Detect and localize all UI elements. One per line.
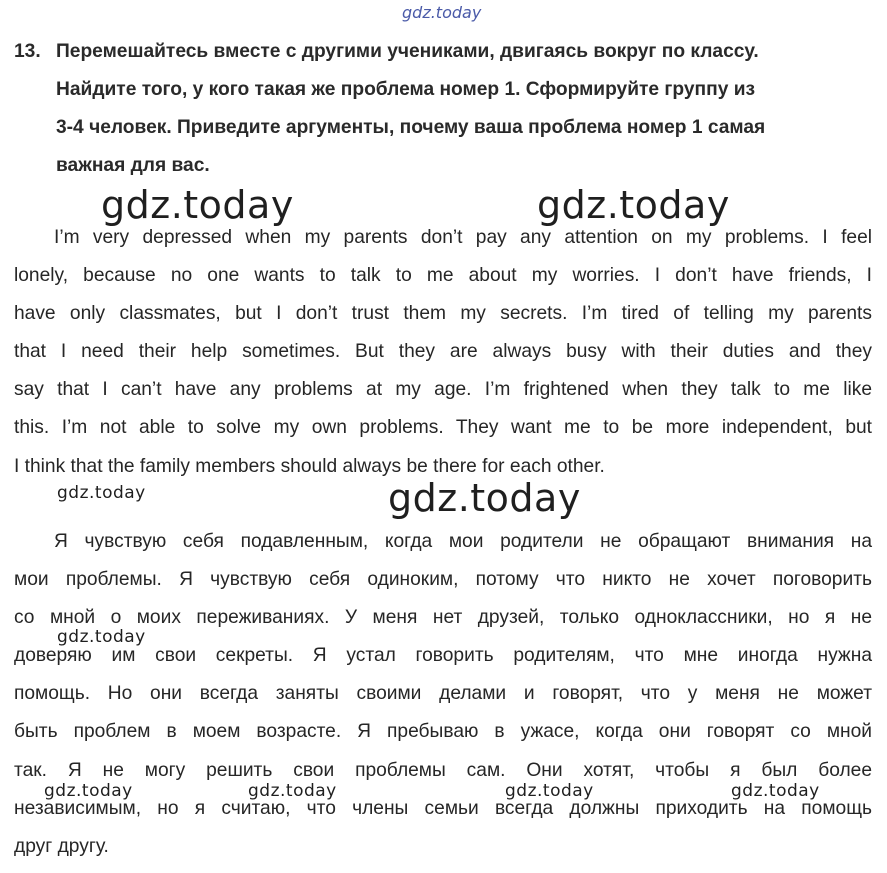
watermark-small-6: gdz.today [731, 781, 820, 801]
paragraph-line: say that I can’t have any problems at my age. I’m frightened when they talk to me like [14, 379, 872, 401]
paragraph-line: доверяю им свои секреты. Я устал говорить родителям, что мне иногда нужна [14, 645, 872, 667]
task-number: 13. [14, 41, 41, 62]
paragraph-line: независимым, но я считаю, что члены семьи всегда должны приходить на помощь [14, 797, 872, 819]
paragraph-line: that I need their help sometimes. But they are always busy with their duties and they [14, 341, 872, 363]
paragraph-line: Я чувствую себя подавленным, когда мои родители не обращают внимания на [54, 531, 872, 552]
watermark-large-3: gdz.today [388, 476, 581, 520]
paragraph-line: have only classmates, but I don’t trust them my secrets. I’m tired of telling my parents [14, 303, 872, 325]
watermark-small-3: gdz.today [44, 781, 133, 801]
paragraph-line: быть проблем в моем возрасте. Я пребываю в ужасе, когда они говорят со мной [14, 721, 872, 743]
paragraph-line: со мной о моих переживаниях. У меня нет друзей, только одноклассники, но я не [14, 607, 872, 629]
watermark-large-1: gdz.today [101, 183, 294, 227]
paragraph-line: I think that the family members should always be there for each other. [14, 455, 605, 477]
paragraph-line: помощь. Но они всегда заняты своими делами и говорят, что у меня не может [14, 683, 872, 705]
paragraph-line: так. Я не могу решить свои проблемы сам. Они хотят, чтобы я был более [14, 759, 872, 781]
answer-russian [14, 523, 872, 866]
watermark-small-2: gdz.today [57, 627, 146, 647]
paragraph-line: lonely, because no one wants to talk to me about my worries. I don’t have friends, I [14, 265, 872, 287]
paragraph-line: I’m very depressed when my parents don’t pay any attention on my problems. I feel [54, 227, 872, 248]
task-line-3: 3-4 человек. Приведите аргументы, почему ваша проблема номер 1 самая [56, 117, 766, 138]
watermark-small-5: gdz.today [505, 781, 594, 801]
watermark-top: gdz.today [402, 3, 482, 22]
watermark-small-4: gdz.today [248, 781, 337, 801]
paragraph-line: this. I’m not able to solve my own problems. They want me to be more independent, but [14, 417, 872, 439]
watermark-large-2: gdz.today [537, 183, 730, 227]
task-line-4: важная для вас. [56, 155, 210, 176]
answer-english [14, 219, 872, 486]
paragraph-line: друг другу. [14, 835, 109, 857]
task-line-2: Найдите того, у кого такая же проблема номер 1. Сформируйте группу из [56, 79, 756, 100]
task-instruction [14, 33, 874, 185]
paragraph-line: мои проблемы. Я чувствую себя одиноким, потому что никто не хочет поговорить [14, 569, 872, 591]
watermark-small-1: gdz.today [57, 483, 146, 503]
task-line-1: 13. Перемешайтесь вместе с другими учениками, двигаясь вокруг по классу. [14, 33, 874, 71]
